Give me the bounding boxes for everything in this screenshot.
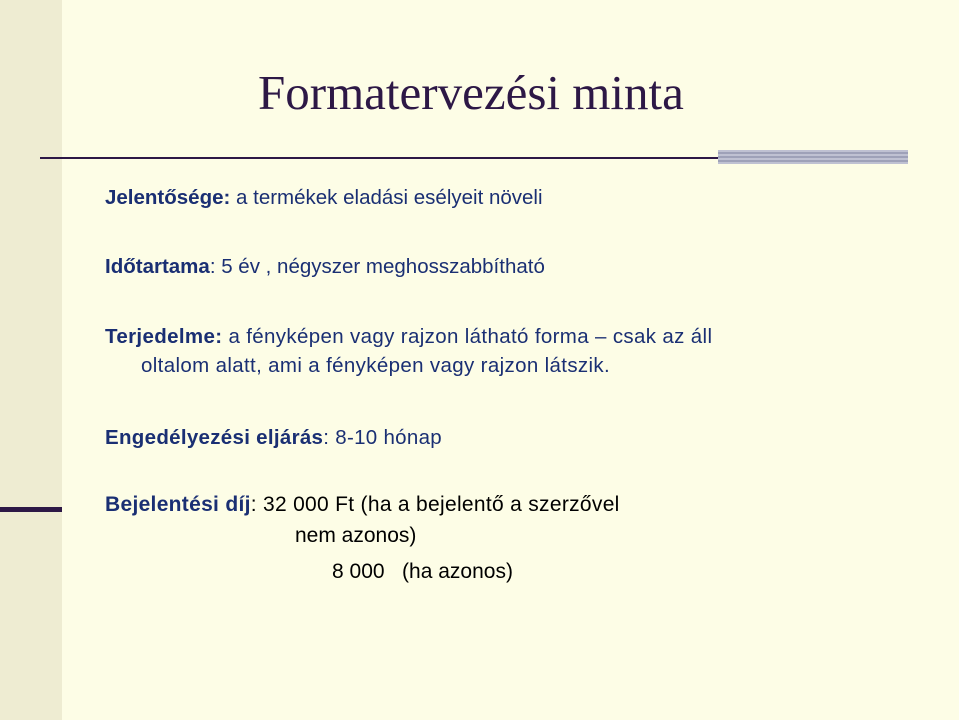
left-accent-bar <box>0 507 62 512</box>
item-engedelyezesi-eljaras <box>105 423 442 452</box>
item-idotartama <box>105 252 545 281</box>
item-label: Engedélyezési eljárás <box>105 426 324 449</box>
title-underline-accent <box>718 150 908 164</box>
item-terjedelme <box>105 322 712 380</box>
item-text: a termékek eladási esélyeit növeli <box>230 186 543 209</box>
item-text: : 8-10 hónap <box>323 426 442 449</box>
item-label: Időtartama <box>105 255 210 278</box>
item-label: Bejelentési díj <box>105 493 251 516</box>
item-text: : 5 év , négyszer meghosszabbítható <box>209 255 545 278</box>
item-continuation: oltalom alatt, ami a fényképen vagy rajzon látszik. <box>141 354 611 377</box>
item-text: a fényképen vagy rajzon látható forma – csak az áll <box>222 325 713 348</box>
item-bejelentesi-dij <box>105 490 620 519</box>
item-label: Terjedelme: <box>105 325 223 348</box>
item-continuation: nem azonos) <box>295 524 417 547</box>
item-label: Jelentősége: <box>105 186 231 209</box>
item-text: : 32 000 Ft (ha a bejelentő a szerzővel <box>250 493 620 516</box>
item-jelentosege <box>105 183 543 212</box>
item-extra-fee: 8 000 (ha azonos) <box>332 560 513 583</box>
slide-title: Formatervezési minta <box>258 65 684 120</box>
title-underline <box>40 157 720 159</box>
left-side-band <box>0 0 62 720</box>
